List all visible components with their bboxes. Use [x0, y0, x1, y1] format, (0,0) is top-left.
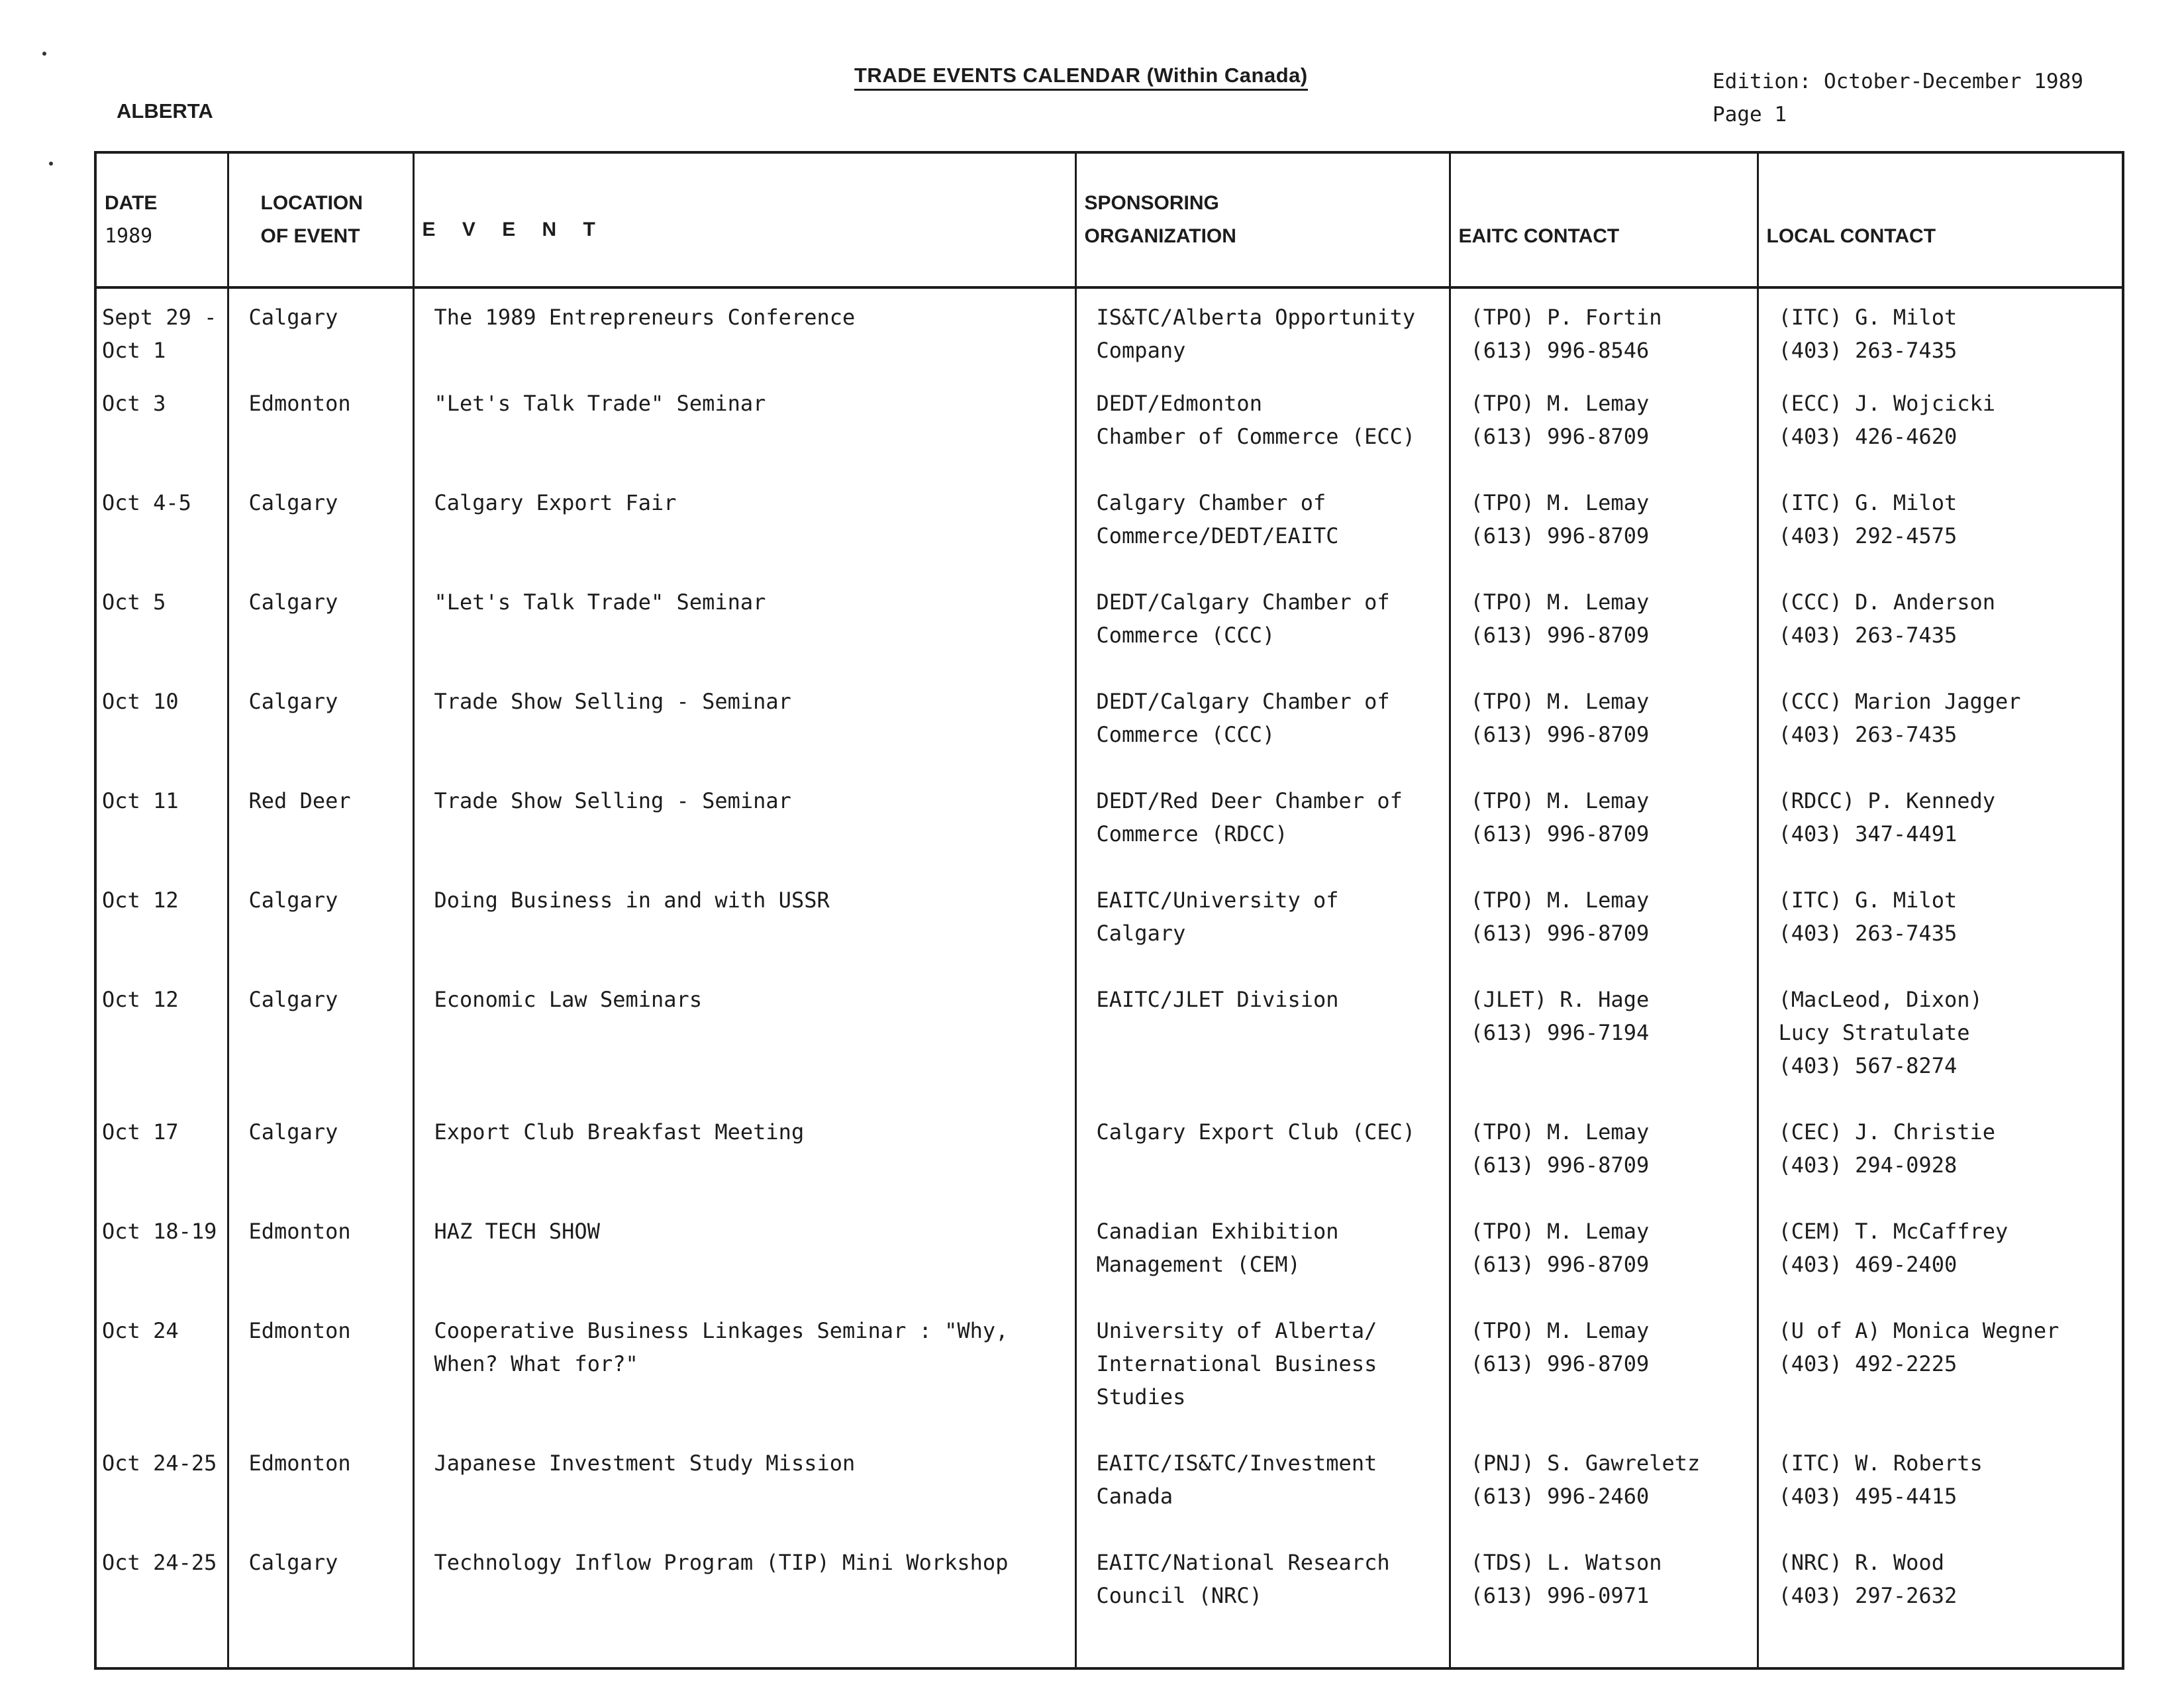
cell-eaitc-contact: (TPO) P. Fortin (613) 996-8546: [1450, 287, 1758, 387]
cell-date: Oct 24: [95, 1314, 228, 1447]
cell-sponsor: Calgary Export Club (CEC): [1075, 1115, 1450, 1215]
cell-local-contact: (MacLeod, Dixon) Lucy Stratulate (403) 567-8274: [1758, 983, 2123, 1115]
cell-date: Oct 5: [95, 586, 228, 685]
col-header-eaitc: EAITC CONTACT: [1450, 152, 1758, 287]
col-header-location-line1: LOCATION: [260, 192, 363, 214]
cell-sponsor: Canadian Exhibition Management (CEM): [1075, 1215, 1450, 1314]
cell-location: Red Deer: [228, 784, 413, 884]
cell-date: Oct 3: [95, 387, 228, 486]
cell-local-contact: (U of A) Monica Wegner (403) 492-2225: [1758, 1314, 2123, 1447]
events-table: [94, 151, 2124, 1670]
cell-date: Oct 10: [95, 685, 228, 784]
cell-sponsor: EAITC/IS&TC/Investment Canada: [1075, 1447, 1450, 1546]
cell-local-contact: (ITC) G. Milot (403) 263-7435: [1758, 287, 2123, 387]
cell-event: Cooperative Business Linkages Seminar : "Why, When? What for?": [413, 1314, 1075, 1447]
document-title: TRADE EVENTS CALENDAR (Within Canada): [854, 64, 1308, 91]
cell-sponsor: EAITC/JLET Division: [1075, 983, 1450, 1115]
cell-eaitc-contact: (PNJ) S. Gawreletz (613) 996-2460: [1450, 1447, 1758, 1546]
cell-eaitc-contact: (TPO) M. Lemay (613) 996-8709: [1450, 1215, 1758, 1314]
table-row: [95, 287, 2123, 387]
scan-speck: [42, 52, 46, 56]
cell-sponsor: DEDT/Edmonton Chamber of Commerce (ECC): [1075, 387, 1450, 486]
table-row: [95, 387, 2123, 486]
col-header-date: [95, 152, 228, 287]
cell-event: Economic Law Seminars: [413, 983, 1075, 1115]
cell-local-contact: (CEM) T. McCaffrey (403) 469-2400: [1758, 1215, 2123, 1314]
cell-sponsor: DEDT/Calgary Chamber of Commerce (CCC): [1075, 685, 1450, 784]
cell-eaitc-contact: (TPO) M. Lemay (613) 996-8709: [1450, 784, 1758, 884]
cell-event: Doing Business in and with USSR: [413, 884, 1075, 983]
cell-event: Export Club Breakfast Meeting: [413, 1115, 1075, 1215]
col-header-date-line2: 1989: [105, 225, 153, 248]
cell-sponsor: IS&TC/Alberta Opportunity Company: [1075, 287, 1450, 387]
cell-eaitc-contact: (TPO) M. Lemay (613) 996-8709: [1450, 586, 1758, 685]
cell-date: Oct 24-25: [95, 1546, 228, 1668]
cell-eaitc-contact: (TDS) L. Watson (613) 996-0971: [1450, 1546, 1758, 1668]
cell-eaitc-contact: (TPO) M. Lemay (613) 996-8709: [1450, 685, 1758, 784]
cell-location: Calgary: [228, 586, 413, 685]
cell-sponsor: University of Alberta/ International Business Studies: [1075, 1314, 1450, 1447]
table-row: [95, 1115, 2123, 1215]
cell-location: Calgary: [228, 1115, 413, 1215]
cell-date: Oct 12: [95, 884, 228, 983]
col-header-sponsor: [1075, 152, 1450, 287]
table-row: [95, 983, 2123, 1115]
cell-event: Technology Inflow Program (TIP) Mini Workshop: [413, 1546, 1075, 1668]
cell-date: Oct 24-25: [95, 1447, 228, 1546]
cell-location: Edmonton: [228, 1314, 413, 1447]
table-row: [95, 1447, 2123, 1546]
cell-location: Calgary: [228, 287, 413, 387]
col-header-location: [228, 152, 413, 287]
cell-date: Oct 11: [95, 784, 228, 884]
cell-eaitc-contact: (TPO) M. Lemay (613) 996-8709: [1450, 387, 1758, 486]
cell-event: Trade Show Selling - Seminar: [413, 685, 1075, 784]
cell-local-contact: (ITC) W. Roberts (403) 495-4415: [1758, 1447, 2123, 1546]
table-row: [95, 884, 2123, 983]
cell-local-contact: (NRC) R. Wood (403) 297-2632: [1758, 1546, 2123, 1668]
page-number: Page 1: [1712, 103, 1787, 127]
scan-speck: [49, 162, 53, 166]
cell-local-contact: (CCC) Marion Jagger (403) 263-7435: [1758, 685, 2123, 784]
edition-text: Edition: October-December 1989: [1712, 70, 2083, 93]
cell-location: Calgary: [228, 983, 413, 1115]
cell-date: Oct 4-5: [95, 486, 228, 586]
table-row: [95, 486, 2123, 586]
cell-local-contact: (ITC) G. Milot (403) 292-4575: [1758, 486, 2123, 586]
cell-local-contact: (ITC) G. Milot (403) 263-7435: [1758, 884, 2123, 983]
cell-eaitc-contact: (TPO) M. Lemay (613) 996-8709: [1450, 1314, 1758, 1447]
cell-event: Japanese Investment Study Mission: [413, 1447, 1075, 1546]
cell-location: Edmonton: [228, 387, 413, 486]
cell-event: Calgary Export Fair: [413, 486, 1075, 586]
cell-location: Calgary: [228, 1546, 413, 1668]
col-header-date-line1: DATE: [105, 192, 158, 214]
cell-date: Oct 18-19: [95, 1215, 228, 1314]
cell-local-contact: (CEC) J. Christie (403) 294-0928: [1758, 1115, 2123, 1215]
cell-location: Calgary: [228, 685, 413, 784]
col-header-location-line2: OF EVENT: [260, 225, 360, 247]
col-header-sponsor-line2: ORGANIZATION: [1084, 225, 1236, 247]
cell-local-contact: (RDCC) P. Kennedy (403) 347-4491: [1758, 784, 2123, 884]
region-label: ALBERTA: [117, 99, 213, 123]
cell-date: Oct 12: [95, 983, 228, 1115]
col-header-event: E V E N T: [413, 152, 1075, 287]
cell-location: Calgary: [228, 486, 413, 586]
table-body: [95, 287, 2123, 1668]
cell-event: "Let's Talk Trade" Seminar: [413, 586, 1075, 685]
table-row: [95, 1546, 2123, 1668]
cell-eaitc-contact: (TPO) M. Lemay (613) 996-8709: [1450, 884, 1758, 983]
cell-event: The 1989 Entrepreneurs Conference: [413, 287, 1075, 387]
table-header: [95, 152, 2123, 287]
cell-event: "Let's Talk Trade" Seminar: [413, 387, 1075, 486]
cell-date: Oct 17: [95, 1115, 228, 1215]
cell-sponsor: DEDT/Red Deer Chamber of Commerce (RDCC): [1075, 784, 1450, 884]
table-row: [95, 586, 2123, 685]
table-row: [95, 784, 2123, 884]
cell-eaitc-contact: (TPO) M. Lemay (613) 996-8709: [1450, 1115, 1758, 1215]
col-header-local: LOCAL CONTACT: [1758, 152, 2123, 287]
cell-location: Edmonton: [228, 1447, 413, 1546]
cell-location: Edmonton: [228, 1215, 413, 1314]
table-row: [95, 1314, 2123, 1447]
cell-date: Sept 29 - Oct 1: [95, 287, 228, 387]
cell-sponsor: EAITC/National Research Council (NRC): [1075, 1546, 1450, 1668]
cell-event: Trade Show Selling - Seminar: [413, 784, 1075, 884]
cell-sponsor: EAITC/University of Calgary: [1075, 884, 1450, 983]
edition-block: [1712, 65, 2083, 131]
cell-sponsor: Calgary Chamber of Commerce/DEDT/EAITC: [1075, 486, 1450, 586]
cell-event: HAZ TECH SHOW: [413, 1215, 1075, 1314]
cell-sponsor: DEDT/Calgary Chamber of Commerce (CCC): [1075, 586, 1450, 685]
cell-local-contact: (CCC) D. Anderson (403) 263-7435: [1758, 586, 2123, 685]
table-row: [95, 685, 2123, 784]
cell-eaitc-contact: (JLET) R. Hage (613) 996-7194: [1450, 983, 1758, 1115]
cell-location: Calgary: [228, 884, 413, 983]
cell-eaitc-contact: (TPO) M. Lemay (613) 996-8709: [1450, 486, 1758, 586]
col-header-sponsor-line1: SPONSORING: [1084, 192, 1219, 214]
table-row: [95, 1215, 2123, 1314]
cell-local-contact: (ECC) J. Wojcicki (403) 426-4620: [1758, 387, 2123, 486]
